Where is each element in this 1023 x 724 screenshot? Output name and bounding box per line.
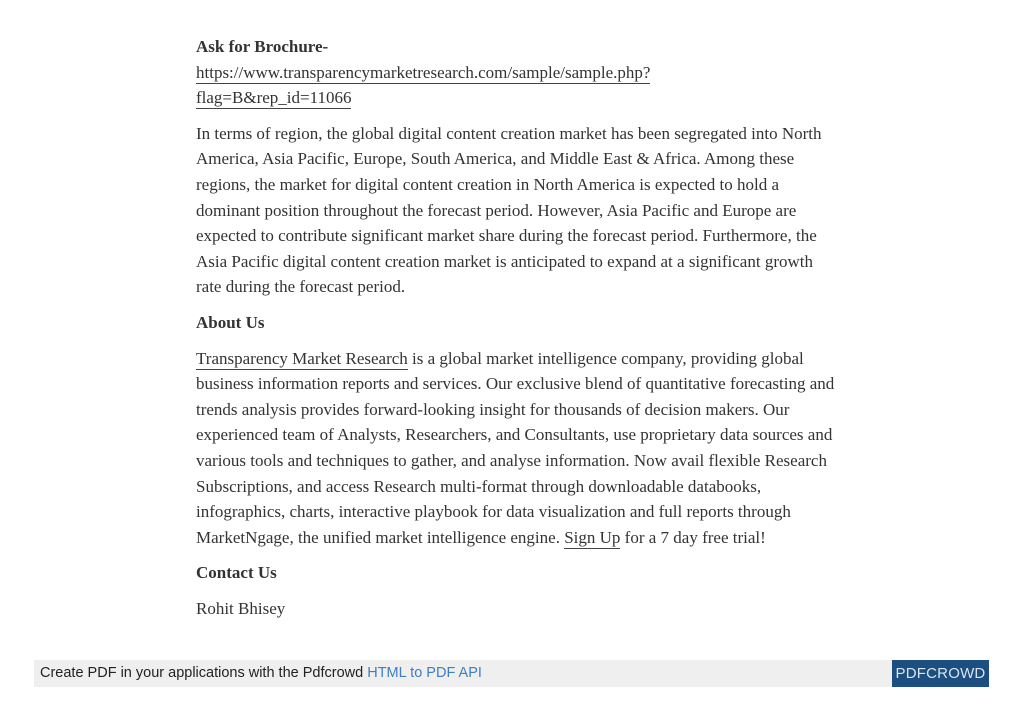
region-paragraph: In terms of region, the global digital content creation market has been segregated into North America, Asia Pacific, Europe, South America, and Middle East & Africa. Among these regions, the market for digital content creation in North America is expected to hold a dominant position throughout the forecast period. However, Asia Pacific and Europe are expected to contribute significant market share during the forecast period. Furthermore, the Asia Pacific digital content creation market is anticipated to expand at a significant growth rate during the forecast period. xyxy=(196,123,822,297)
pdfcrowd-badge[interactable]: PDFCROWD xyxy=(892,660,989,687)
pdf-footer-bar xyxy=(34,660,989,687)
brochure-link-block xyxy=(196,60,836,111)
article-content xyxy=(196,34,836,621)
contact-name: Rohit Bhisey xyxy=(196,598,286,618)
contact-heading: Contact Us xyxy=(196,563,277,583)
brochure-heading: Ask for Brochure- xyxy=(196,37,329,56)
company-link[interactable]: Transparency Market Research xyxy=(196,348,408,368)
footer-text-line xyxy=(40,665,482,681)
about-text-part1: is a global market intelligence company, providing global business information reports and services. Our exclusive blend of quantitative forecasting and trends analysis provides forward-looking insight for thousands of decision makers. Our experienced team of Analysts, Researchers, and Consultants, use proprietary data sources and various tools and techniques to gather, and analyse information. Now avail flexible Research Subscriptions, and access Research multi-format through downloadable databooks, infographics, charts, interactive playbook for data visualization and full reports through MarketNgage, the unified market intelligence engine. xyxy=(196,348,835,547)
about-heading: About Us xyxy=(196,312,265,332)
about-paragraph xyxy=(196,346,836,551)
footer-text: Create PDF in your applications with the Pdfcrowd xyxy=(40,665,368,681)
about-text-part2: for a 7 day free trial! xyxy=(620,527,766,547)
html-to-pdf-api-link[interactable]: HTML to PDF API xyxy=(367,665,482,681)
brochure-link-line1[interactable]: https://www.transparencymarketresearch.com/sample/sample.php? xyxy=(196,62,651,82)
signup-link[interactable]: Sign Up xyxy=(564,527,621,547)
brochure-link-line2[interactable]: flag=B&rep_id=11066 xyxy=(196,88,352,108)
